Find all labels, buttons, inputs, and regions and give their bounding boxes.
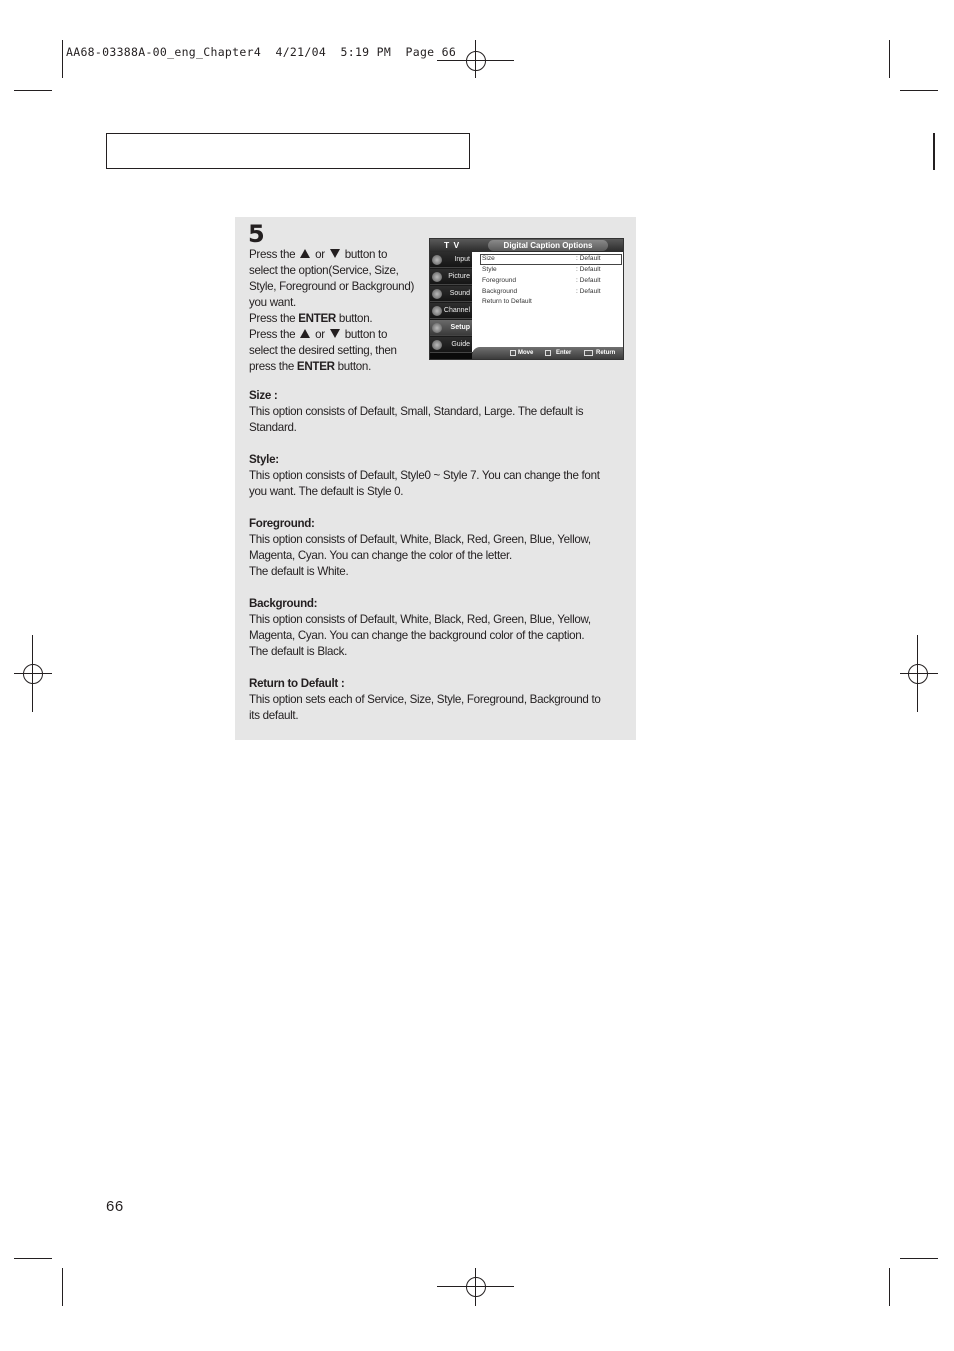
osd-menu-label: Setup	[450, 324, 470, 331]
section-text: The default is White.	[249, 565, 349, 578]
instruction-text: button to	[344, 328, 388, 341]
instruction-text: Style, Foreground or Background)	[249, 280, 415, 293]
section-text: This option consists of Default, Style0 ~ Style 7. You can change the font	[249, 469, 600, 482]
down-arrow-icon	[330, 329, 340, 338]
tv-osd-screenshot	[429, 238, 624, 360]
instruction-text: select the option(Service, Size,	[249, 264, 399, 277]
osd-menu-label: Input	[454, 256, 470, 263]
osd-menu-guide	[430, 337, 472, 353]
section-text: you want. The default is Style 0.	[249, 485, 404, 498]
section-text: Magenta, Cyan. You can change the background color of the caption.	[249, 629, 585, 642]
enter-key-label: ENTER	[296, 360, 335, 373]
osd-footer-move: Move	[518, 350, 534, 356]
section-text: This option sets each of Service, Size, Style, Foreground, Background to	[249, 693, 601, 706]
move-icon	[510, 350, 516, 356]
section-text: The default is Black.	[249, 645, 348, 658]
page-number: 66	[106, 1198, 124, 1215]
instruction-text: button.	[338, 312, 373, 325]
section-heading-background: Background:	[249, 597, 318, 610]
osd-title: Digital Caption Options	[503, 241, 593, 250]
section-text: Standard.	[249, 421, 297, 434]
up-arrow-icon	[300, 249, 310, 258]
section-heading-size: Size :	[249, 389, 278, 402]
osd-row-value: : Default	[576, 255, 601, 262]
print-slug: AA68-03388A-00_eng_Chapter4 4/21/04 5:19 PM Page 66	[66, 45, 457, 59]
osd-menu-label: Sound	[449, 290, 470, 297]
osd-footer-return: Return	[596, 350, 616, 356]
instruction-text: Press the	[249, 312, 296, 325]
osd-menu-input	[430, 252, 472, 268]
instruction-text: Press the	[249, 248, 296, 261]
osd-row-label: Foreground	[482, 277, 517, 284]
osd-row-label: Style	[482, 266, 497, 273]
osd-row-value: : Default	[576, 266, 601, 273]
osd-menu-sound	[430, 286, 472, 302]
section-text: This option consists of Default, White, Black, Red, Green, Blue, Yellow,	[249, 533, 591, 546]
osd-row-label: Return to Default	[482, 298, 532, 305]
osd-footer-enter: Enter	[556, 350, 572, 356]
osd-row-label: Size	[482, 255, 495, 262]
section-text: This option consists of Default, White, Black, Red, Green, Blue, Yellow,	[249, 613, 591, 626]
up-arrow-icon	[300, 329, 310, 338]
osd-menu-channel	[430, 303, 472, 319]
instruction-text: or	[315, 328, 325, 341]
osd-row-label: Background	[482, 288, 518, 295]
section-text: its default.	[249, 709, 299, 722]
section-text: Magenta, Cyan. You can change the color of the letter.	[249, 549, 512, 562]
enter-icon	[545, 350, 551, 356]
enter-key-label: ENTER	[298, 312, 336, 325]
chapter-header-box	[106, 133, 470, 169]
section-text: This option consists of Default, Small, Standard, Large. The default is	[249, 405, 584, 418]
section-heading-foreground: Foreground:	[249, 517, 315, 530]
osd-menu-label: Guide	[451, 341, 470, 348]
return-icon	[584, 350, 593, 356]
instruction-text: or	[315, 248, 325, 261]
osd-sidebar	[430, 252, 472, 352]
osd-menu-setup	[430, 320, 472, 336]
instruction-text: Press the	[249, 328, 296, 341]
down-arrow-icon	[330, 249, 340, 258]
instruction-text: press the	[249, 360, 294, 373]
instruction-text: button.	[337, 360, 371, 373]
instruction-text: you want.	[249, 296, 296, 309]
section-heading-style: Style:	[249, 453, 279, 466]
osd-menu-label: Channel	[443, 307, 470, 314]
osd-tv-label: T V	[444, 240, 461, 250]
osd-menu-picture	[430, 269, 472, 285]
step-number: 5	[248, 220, 265, 248]
instruction-text: select the desired setting, then	[249, 344, 397, 357]
osd-menu-label: Picture	[448, 273, 470, 280]
section-heading-return-to-default: Return to Default :	[249, 677, 345, 690]
instruction-text: button to	[344, 248, 388, 261]
osd-row-value: : Default	[576, 288, 601, 295]
osd-row-value: : Default	[576, 277, 601, 284]
